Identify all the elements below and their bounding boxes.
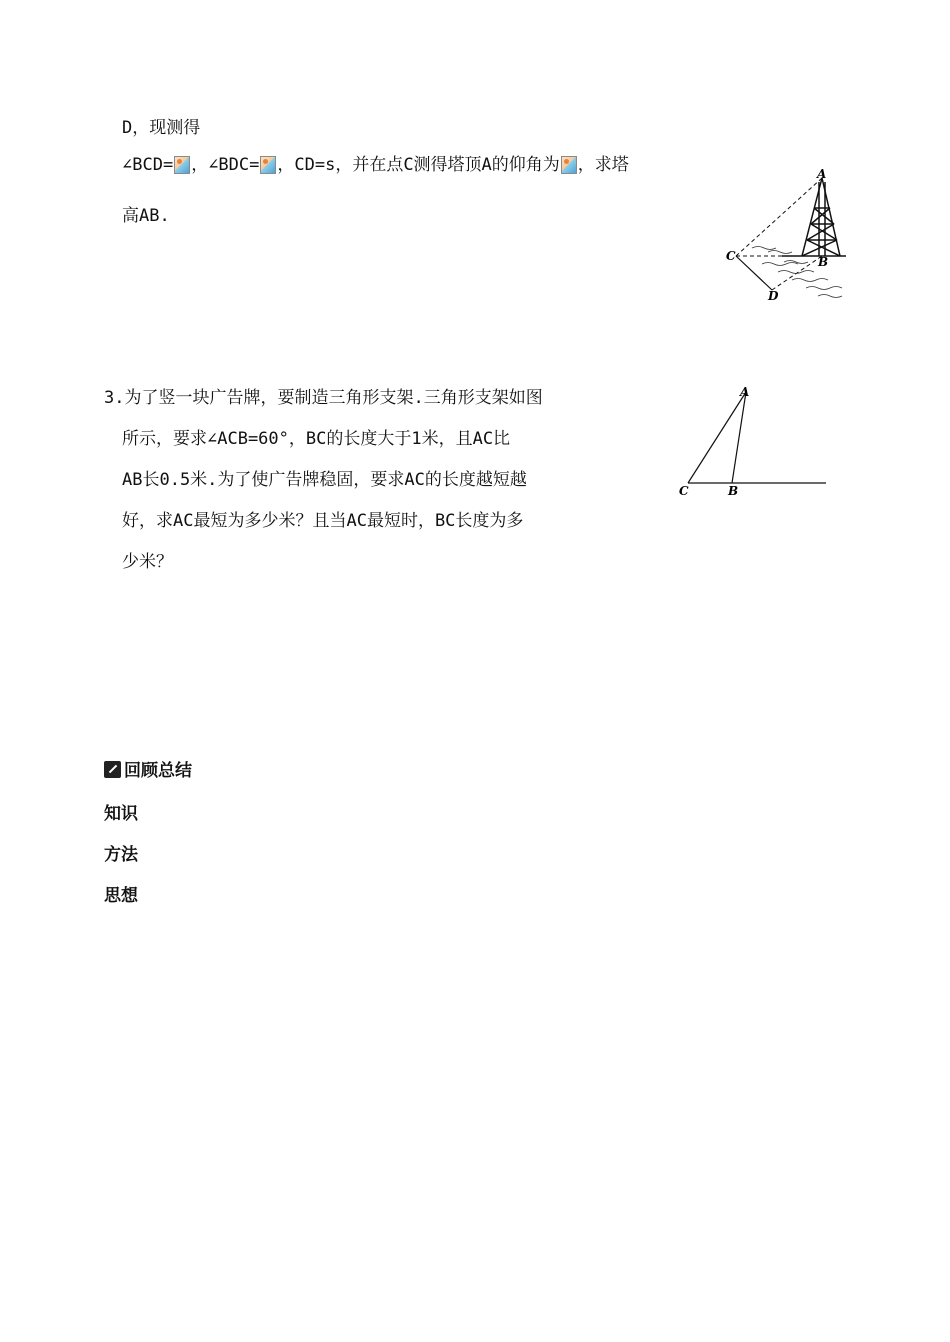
- broken-image-icon: [260, 156, 276, 174]
- triangle-figure: [672, 380, 832, 502]
- cd-text: ，CD=s，并在点C测得塔顶A的仰角为: [277, 155, 560, 175]
- problem2-line2: [122, 153, 629, 177]
- problem2-line3: 高AB.: [122, 206, 170, 226]
- tower-label-c: C: [726, 249, 736, 263]
- tower-label-d: D: [768, 289, 779, 303]
- problem2-end-text: ，求塔: [577, 155, 629, 175]
- summary-item-method: 方法: [104, 845, 138, 865]
- separator-text: ，: [191, 155, 209, 175]
- triangle-label-c: C: [679, 484, 689, 498]
- triangle-label-a: A: [740, 385, 750, 399]
- tower-figure: [722, 168, 852, 308]
- tower-label-b: B: [818, 255, 829, 269]
- pencil-icon: [104, 761, 121, 778]
- problem3-line2: 所示，要求∠ACB=60°，BC的长度大于1米，且AC比: [122, 429, 511, 449]
- triangle-label-b: B: [728, 484, 739, 498]
- angle-bcd-text: ∠BCD=: [122, 155, 174, 175]
- broken-image-icon: [174, 156, 190, 174]
- problem3-line4: 好，求AC最短为多少米？且当AC最短时，BC长度为多: [122, 511, 524, 531]
- tower-label-a: A: [817, 168, 827, 181]
- problem3-line1: 3.为了竖一块广告牌，要制造三角形支架.三角形支架如图: [104, 388, 543, 408]
- summary-item-thought: 思想: [104, 886, 138, 906]
- summary-item-knowledge: 知识: [104, 804, 138, 824]
- problem3-line5: 少米？: [122, 552, 173, 572]
- summary-heading: [104, 759, 192, 783]
- problem2-line1: D，现测得: [122, 118, 201, 138]
- broken-image-icon: [561, 156, 577, 174]
- problem3-line3: AB长0.5米.为了使广告牌稳固，要求AC的长度越短越: [122, 470, 527, 490]
- angle-bdc-text: ∠BDC=: [208, 155, 260, 175]
- summary-title: 回顾总结: [124, 761, 192, 781]
